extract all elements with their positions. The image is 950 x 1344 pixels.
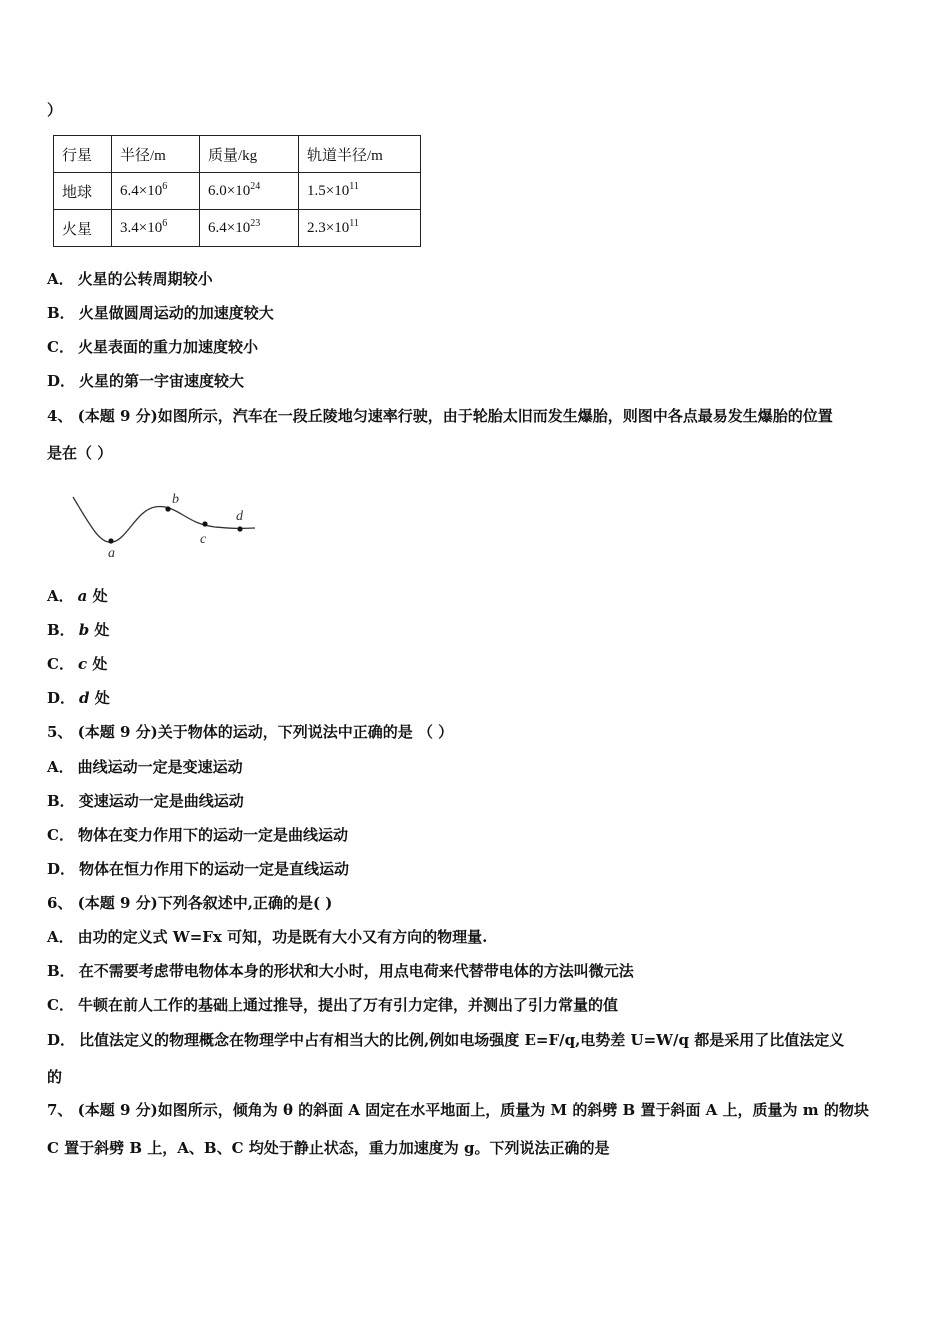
point-c-label: c [200,532,207,547]
option-text: 火星表面的重力加速度较小 [77,338,258,356]
option-text: 处 [94,689,110,707]
mass-cell [200,210,299,247]
option-label: A． [47,587,74,605]
radius-exponent: 6 [162,217,168,229]
option-label: B． [47,962,75,980]
option-label: D． [47,372,76,390]
q4-option-c[interactable] [47,654,107,674]
table-header: 轨道半径/m [299,136,421,173]
table-header-row [54,136,421,173]
option-text: 处 [92,655,108,673]
option-text: 牛顿在前人工作的基础上通过推导，提出了万有引力定律，并测出了引力常量的值 [77,996,618,1014]
q4-option-b[interactable] [47,620,109,640]
q3-stem-tail: ） [47,101,63,119]
q5-option-b[interactable] [47,791,244,811]
table-row [54,173,421,210]
q4-option-d[interactable] [47,688,110,708]
q4-stem-line2: 是在（ ） [47,444,113,462]
mass-exponent: 23 [250,217,261,229]
option-label: D． [47,689,76,707]
table-header: 半径/m [112,136,200,173]
table-header: 质量/kg [200,136,299,173]
option-text: 处 [94,621,110,639]
orbit-base: 2.3×10 [307,219,350,236]
radius-cell [112,210,200,247]
table-header: 行星 [54,136,112,173]
q6-option-d-continued: 的 [47,1068,63,1086]
mass-base: 6.4×10 [208,219,251,236]
option-label: A． [47,270,74,288]
planet-data-table [53,135,421,247]
q3-option-b[interactable] [47,303,274,323]
option-text: 火星的第一宇宙速度较大 [79,372,245,390]
orbit-cell [299,210,421,247]
option-text: 火星的公转周期较小 [77,270,213,288]
point-d-label: d [236,509,243,524]
q7-stem-line2: C 置于斜劈 B 上，A、B、C 均处于静止状态，重力加速度为 g。下列说法正确的是 [47,1139,610,1157]
q5-option-c[interactable] [47,825,348,845]
option-label: D． [47,1031,76,1049]
q6-option-a[interactable] [47,927,487,947]
radius-cell [112,173,200,210]
point-a-label: a [108,546,115,560]
orbit-cell [299,173,421,210]
hill-road-figure [65,485,265,560]
option-text: 曲线运动一定是变速运动 [77,758,243,776]
q3-option-a[interactable] [47,269,213,289]
q4-option-a[interactable] [47,586,108,606]
option-variable: b [78,621,90,639]
option-label: A． [47,758,74,776]
planet-name: 火星 [54,210,112,247]
orbit-exponent: 11 [349,217,359,229]
option-text: 火星做圆周运动的加速度较大 [78,304,274,322]
option-text: 在不需要考虑带电物体本身的形状和大小时，用点电荷来代替带电体的方法叫微元法 [78,962,634,980]
orbit-base: 1.5×10 [307,182,350,199]
mass-exponent: 24 [250,180,261,192]
option-label: D． [47,860,76,878]
point-a-marker [108,538,113,543]
option-label: B． [47,792,75,810]
option-text: 变速运动一定是曲线运动 [78,792,244,810]
option-text: 比值法定义的物理概念在物理学中占有相当大的比例,例如电场强度 E=F/q,电势差 U=W/q 都是采用了比值法定义 [79,1031,845,1049]
q7-stem-line1: 7、 (本题 9 分)如图所示，倾角为 θ 的斜面 A 固定在水平地面上，质量为 M 的斜劈 B 置于斜面 A 上，质量为 m 的物块 [47,1101,869,1119]
option-label: C． [47,996,74,1014]
q5-option-a[interactable] [47,757,243,777]
option-variable: a [77,587,88,605]
table-row [54,210,421,247]
orbit-exponent: 11 [349,180,359,192]
radius-base: 6.4×10 [120,182,163,199]
q6-option-b[interactable] [47,961,634,981]
planet-name: 地球 [54,173,112,210]
option-variable: d [79,689,90,707]
radius-base: 3.4×10 [120,219,163,236]
option-text: 物体在变力作用下的运动一定是曲线运动 [77,826,348,844]
option-variable: c [77,655,88,673]
q4-stem-line1: 4、 (本题 9 分)如图所示，汽车在一段丘陵地匀速率行驶，由于轮胎太旧而发生爆胎，则图中各点最易发生爆胎的位置 [47,407,833,425]
option-label: A． [47,928,74,946]
q6-stem: 6、 (本题 9 分)下列各叙述中,正确的是( ) [47,894,333,912]
option-label: C． [47,655,74,673]
option-text: 处 [92,587,108,605]
mass-base: 6.0×10 [208,182,251,199]
option-label: C． [47,338,74,356]
option-label: B． [47,304,75,322]
q6-option-c[interactable] [47,995,618,1015]
option-label: B． [47,621,75,639]
mass-cell [200,173,299,210]
radius-exponent: 6 [162,180,168,192]
point-d-marker [237,526,242,531]
option-text: 物体在恒力作用下的运动一定是直线运动 [79,860,350,878]
option-text: 由功的定义式 W=Fx 可知，功是既有大小又有方向的物理量. [77,928,488,946]
point-b-marker [165,506,170,511]
point-b-label: b [172,492,179,507]
q5-option-d[interactable] [47,859,349,879]
q6-option-d[interactable] [47,1030,844,1050]
point-c-marker [202,521,207,526]
road-curve [73,497,255,542]
q3-option-d[interactable] [47,371,244,391]
q3-option-c[interactable] [47,337,258,357]
q5-stem: 5、 (本题 9 分)关于物体的运动，下列说法中正确的是 （ ） [47,723,454,741]
option-label: C． [47,826,74,844]
